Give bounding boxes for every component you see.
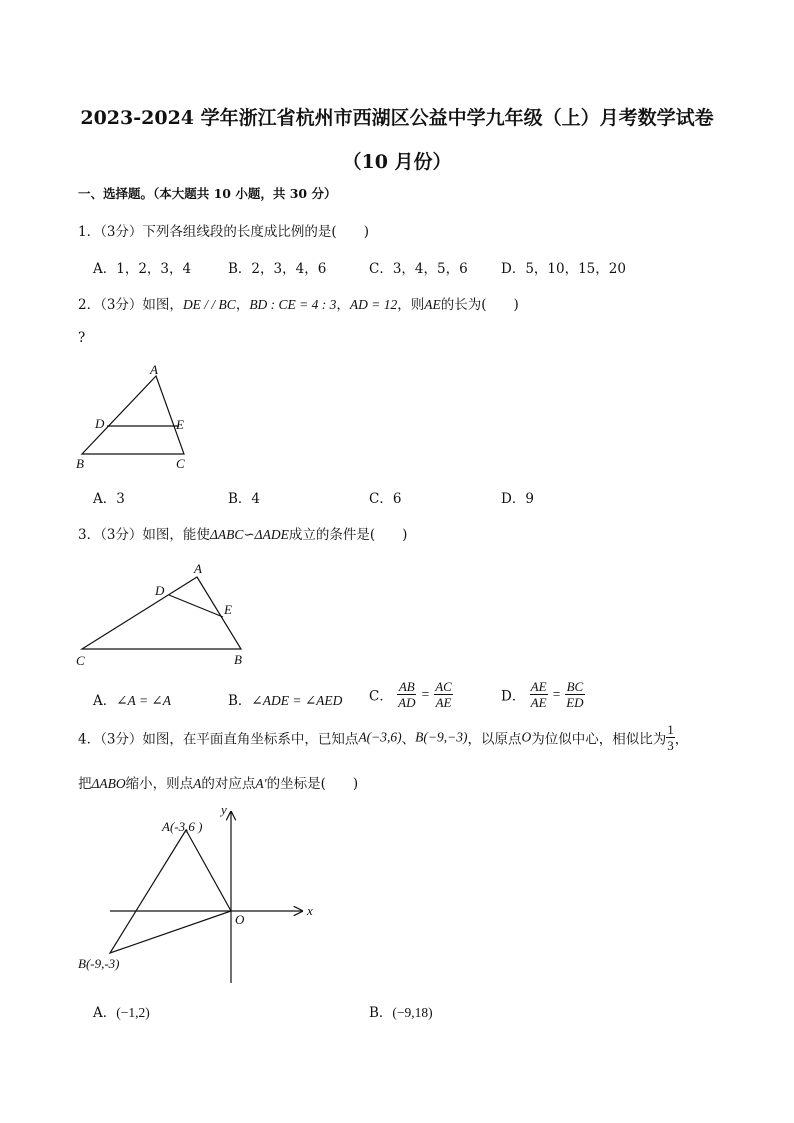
question-3-stem — [78, 523, 407, 543]
question-3-option-a: A．∠A = ∠A — [93, 693, 171, 709]
label-y-axis: y — [221, 802, 227, 817]
section-heading: 一、选择题。（本大题共 10 小题，共 30 分） — [78, 186, 337, 201]
question-2-option-d: D．9 — [501, 491, 534, 507]
label-d: D — [155, 583, 165, 598]
fraction: $\frac{BC}{ED}$ — [566, 679, 584, 710]
label-d: D — [95, 416, 105, 431]
page-subtitle: （10 月份） — [342, 151, 452, 173]
q2-cond-parallel: DE / / BC — [182, 297, 236, 312]
question-4-option-b: B．(−9,18) — [369, 1005, 433, 1021]
question-4-stem-line2: 把ΔABO缩小，则点A的对应点A′的坐标是( ) — [78, 776, 359, 792]
question-3-option-c: C． $\frac{AB}{AD}$ = $\frac{AC}{AE}$ — [369, 679, 452, 710]
label-c: C — [76, 653, 85, 668]
question-1-option-d: D．5，10，15，20 — [501, 261, 626, 277]
q2-prefix: 2．（3分）如图， — [78, 297, 183, 313]
label-c: C — [176, 456, 185, 471]
question-2-mark: ? — [78, 330, 86, 346]
question-3-option-b: B．∠ADE = ∠AED — [228, 693, 343, 709]
question-4-option-a: A．(−1,2) — [93, 1005, 150, 1021]
q2-sep1: ， — [235, 297, 250, 313]
question-3-figure — [70, 560, 260, 675]
question-1-option-c: C．3，4，5，6 — [369, 261, 468, 277]
q2-cond-ad: AD = 12 — [349, 297, 398, 312]
q3-similarity: ΔABC∽ΔADE — [209, 527, 289, 542]
q2-cond-ratio: BD : CE = 4 : 3 — [249, 297, 337, 312]
ratio-fraction: $\frac{1}{3}$ — [667, 722, 674, 753]
label-x-axis: x — [307, 903, 313, 918]
triangle-abo — [110, 830, 231, 953]
q2-suffix: 的长为( ) — [440, 297, 519, 313]
fraction: $\frac{AE}{AE}$ — [530, 679, 547, 710]
label-e: E — [224, 602, 232, 617]
label-b: B — [76, 456, 84, 471]
question-4-figure — [70, 800, 330, 990]
question-4-stem-line1: 4．（3分）如图，在平面直角坐标系中，已知点A(−3,6)、B(−9,−3)，以原点O为位似中心，相似比为 $\frac{1}{3}$ ， — [78, 722, 689, 753]
label-point-b: B(-9,-3) — [78, 956, 120, 971]
q3-suffix: 成立的条件是( ) — [288, 527, 408, 543]
question-3-option-d: D． $\frac{AE}{AE}$ = $\frac{BC}{ED}$ — [501, 679, 584, 710]
fraction: $\frac{AC}{AE}$ — [435, 679, 452, 710]
label-a: A — [194, 561, 202, 576]
q2-ae: AE — [424, 297, 441, 312]
triangle-abc — [82, 376, 184, 454]
q3-prefix: 3．（3分）如图，能使 — [78, 527, 210, 543]
question-1-stem: 1．（3分）下列各组线段的长度成比例的是( ) — [78, 224, 369, 240]
page-title: 2023-2024 学年浙江省杭州市西湖区公益中学九年级（上）月考数学试卷 — [80, 107, 714, 129]
question-1-option-b: B．2，3，4，6 — [228, 261, 327, 277]
question-2-option-c: C．6 — [369, 491, 402, 507]
q2-mid: ，则 — [397, 297, 425, 313]
question-1-option-a: A．1，2，3，4 — [93, 261, 192, 277]
label-e: E — [176, 417, 184, 432]
question-2-option-b: B．4 — [228, 491, 261, 507]
q2-sep2: ， — [336, 297, 350, 313]
label-origin: O — [235, 912, 245, 927]
question-2-figure — [70, 360, 200, 475]
label-point-a: A(-3,6 ) — [162, 819, 203, 834]
label-a: A — [150, 362, 158, 377]
question-2-option-a: A．3 — [93, 491, 125, 507]
question-2-stem — [78, 293, 519, 313]
label-b: B — [234, 652, 242, 667]
fraction: $\frac{AB}{AD}$ — [398, 679, 416, 710]
